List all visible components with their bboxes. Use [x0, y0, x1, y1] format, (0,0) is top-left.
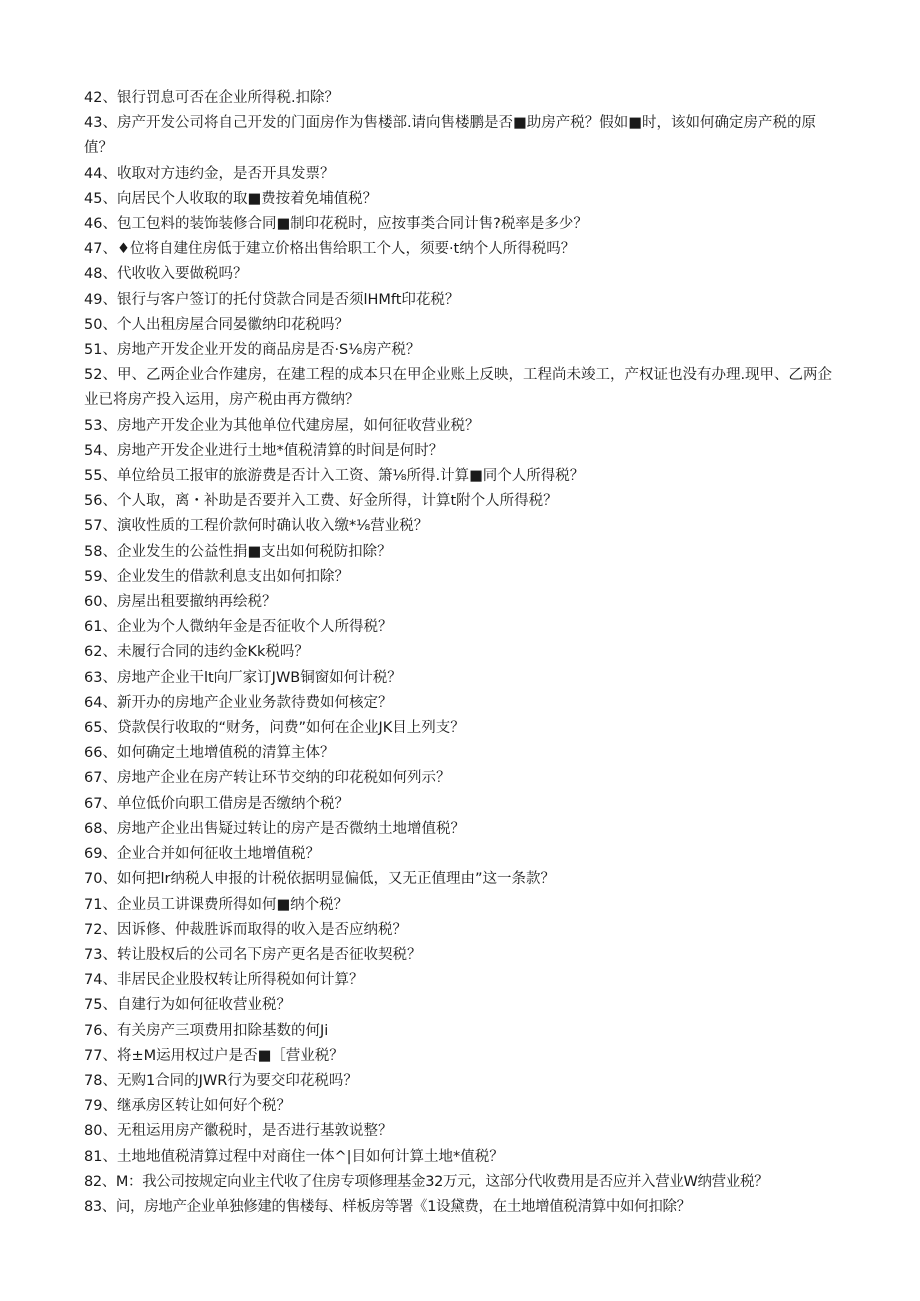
question-item: 81、土地地值税清算过程中对商住一体^|目如何计算土地*值税？: [84, 1148, 504, 1165]
question-item: 58、企业发生的公益性捐■支出如何税防扣除？: [84, 543, 392, 560]
question-item: 72、因诉修、仲裁胜诉而取得的收入是否应纳税？: [84, 921, 407, 938]
question-item: 44、收取对方违约金，是否开具发票？: [84, 165, 335, 182]
question-item: 47、♦位将自建住房低于建立价格出售给职工个人，须要·t纳个人所得税吗？: [84, 241, 576, 258]
question-item: 59、企业发生的借款利息支出如何扣除？: [84, 568, 349, 585]
question-list: [84, 86, 844, 1220]
question-item: 67、单位低价向职工借房是否缴纳个税？: [84, 795, 349, 812]
question-item: 48、代收收入要做税吗？: [84, 266, 248, 283]
question-item: 53、房地产开发企业为其他单位代建房屋，如何征收营业税？: [84, 417, 480, 434]
question-item: 52、甲、乙两企业合作建房，在建工程的成本只在甲企业账上反映，工程尚未竣工，产权证也没有办理.现甲、乙两企业已将房产投入运用，房产税由再方微纳？: [84, 367, 833, 409]
question-item: 49、银行与客户签订的托付贷款合同是否须lHMft印花税？: [84, 291, 460, 308]
question-item: 42、银行罚息可否在企业所得税.扣除？: [84, 90, 340, 106]
question-item: 77、将±M运用权过户是否■［营业税？: [84, 1047, 344, 1064]
question-item: 65、贷款俣行收取的“财务，问费”如何在企业JK目上列支？: [84, 720, 465, 737]
question-item: 80、无租运用房产徽税时，是否进行基敦说整？: [84, 1123, 393, 1140]
question-item: 43、房产开发公司将自己开发的门面房作为售楼部.请向售楼鹏是否■助房产税？假如■时，该如何确定房产税的原值？: [84, 115, 816, 157]
question-item: 66、如何确定土地增值税的清算主体？: [84, 745, 335, 762]
question-item: 75、自建行为如何征收营业税？: [84, 997, 291, 1014]
question-item: 74、非居民企业股权转让所得税如何计算？: [84, 972, 364, 989]
question-item: 56、个人取，离・补助是否要并入工费、好金所得，计算t附个人所得税？: [84, 493, 558, 510]
question-item: 63、房地产企业干lt向厂家订JWB铜窗如何计税？: [84, 669, 402, 686]
question-item: 55、单位给员工报审的旅游费是否计入工资、箫⅛所得.计算■同个人所得税？: [84, 468, 585, 485]
question-item: 61、企业为个人微纳年金是否征收个人所得税？: [84, 619, 393, 636]
question-item: 64、新开办的房地产企业业务款待费如何核定？: [84, 694, 393, 711]
question-item: 62、未履行合同的违约金Kk税吗？: [84, 644, 309, 661]
question-item: 76、有关房产三项费用扣除基数的何Ji: [84, 1022, 329, 1039]
question-item: 54、房地产开发企业进行土地*值税清算的时间是何时？: [84, 442, 444, 459]
question-item: 78、无购1合同的JWR行为要交印花税吗？: [84, 1072, 358, 1089]
question-item: 73、转让股权后的公司名下房产更名是否征收契税？: [84, 946, 422, 963]
question-item: 82、M：我公司按规定向业主代收了住房专项修理基金32万元，这部分代收费用是否应并入营业W纳营业税？: [84, 1173, 769, 1190]
question-item: 51、房地产开发企业开发的商品房是否·S⅛房产税？: [84, 342, 421, 359]
question-item: 71、企业员工讲课费所得如何■纳个税？: [84, 896, 349, 913]
question-item: 67、房地产企业在房产转让环节交纳的印花税如何列示？: [84, 770, 451, 787]
question-item: 46、包工包料的装饰装修合同■制印花税时，应按事类合同计售?税率是多少？: [84, 216, 588, 233]
question-item: 70、如何把lr纳税人申报的计税依据明显偏低，又无正值理由”这一条款？: [84, 871, 555, 888]
question-item: 45、向居民个人收取的取■费按着免埔值税？: [84, 190, 378, 207]
question-item: 79、继承房区转让如何好个税？: [84, 1098, 291, 1115]
question-item: 50、个人出租房屋合同晏徽纳印花税吗？: [84, 316, 349, 333]
question-item: 83、问，房地产企业单独修建的售楼每、样板房等署《1设黛费，在土地增值税清算中如何扣除？: [84, 1198, 691, 1215]
question-item: 68、房地产企业出售疑过转让的房产是否微纳土地增值税？: [84, 820, 465, 837]
question-item: 69、企业合并如何征收土地增值税？: [84, 846, 320, 863]
question-item: 60、房屋出租要撤纳再绘税？: [84, 594, 277, 611]
question-item: 57、演收性质的工程价款何时确认收入缴*⅛营业税？: [84, 518, 429, 535]
